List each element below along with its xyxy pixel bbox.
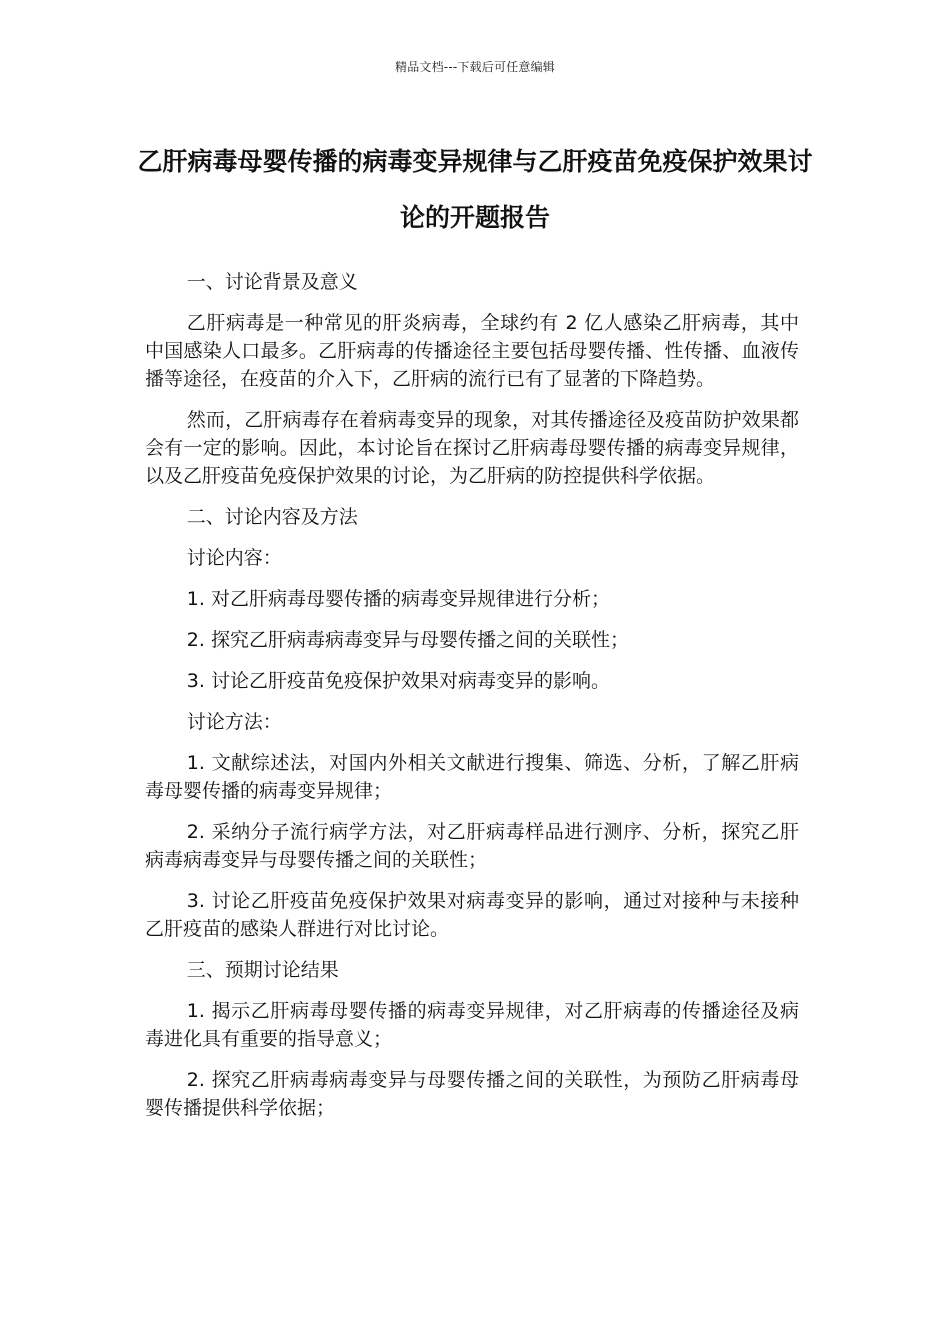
- method-item-1: 1. 文献综述法，对国内外相关文献进行搜集、筛选、分析，了解乙肝病毒母婴传播的病毒变异规律；: [145, 752, 799, 802]
- subheading-content: 讨论内容：: [186, 547, 282, 569]
- method-item-3: 3. 讨论乙肝疫苗免疫保护效果对病毒变异的影响，通过对接种与未接种乙肝疫苗的感染人群进行对比讨论。: [145, 890, 799, 940]
- content-item-2: 2. 探究乙肝病毒病毒变异与母婴传播之间的关联性；: [186, 629, 629, 651]
- section-heading-background: 一、讨论背景及意义: [186, 271, 358, 293]
- header-note: 精品文档---下载后可任意编辑: [395, 60, 555, 74]
- subheading-methods: 讨论方法：: [186, 711, 282, 733]
- paragraph-background-2: 然而，乙肝病毒存在着病毒变异的现象，对其传播途径及疫苗防护效果都会有一定的影响。因此，本讨论旨在探讨乙肝病毒母婴传播的病毒变异规律，以及乙肝疫苗免疫保护效果的讨论，为乙肝病的防控提供科学依据。: [145, 409, 799, 487]
- content-item-3: 3. 讨论乙肝疫苗免疫保护效果对病毒变异的影响。: [186, 670, 610, 692]
- section-heading-expected-results: 三、预期讨论结果: [186, 959, 339, 981]
- result-item-2: 2. 探究乙肝病毒病毒变异与母婴传播之间的关联性，为预防乙肝病毒母婴传播提供科学依据；: [145, 1069, 799, 1119]
- result-item-1: 1. 揭示乙肝病毒母婴传播的病毒变异规律，对乙肝病毒的传播途径及病毒进化具有重要的指导意义；: [145, 1000, 799, 1050]
- document-body: [145, 268, 799, 1135]
- section-heading-content-methods: 二、讨论内容及方法: [186, 506, 358, 528]
- document-title: 乙肝病毒母婴传播的病毒变异规律与乙肝疫苗免疫保护效果讨论的开题报告: [137, 147, 813, 232]
- method-item-2: 2. 采纳分子流行病学方法，对乙肝病毒样品进行测序、分析，探究乙肝病毒病毒变异与母婴传播之间的关联性；: [145, 821, 799, 871]
- content-item-1: 1. 对乙肝病毒母婴传播的病毒变异规律进行分析；: [186, 588, 610, 610]
- paragraph-background-1: 乙肝病毒是一种常见的肝炎病毒，全球约有 2 亿人感染乙肝病毒，其中中国感染人口最多。乙肝病毒的传播途径主要包括母婴传播、性传播、血液传播等途径，在疫苗的介入下，乙肝病的流行已有了显著的下降趋势。: [145, 312, 799, 390]
